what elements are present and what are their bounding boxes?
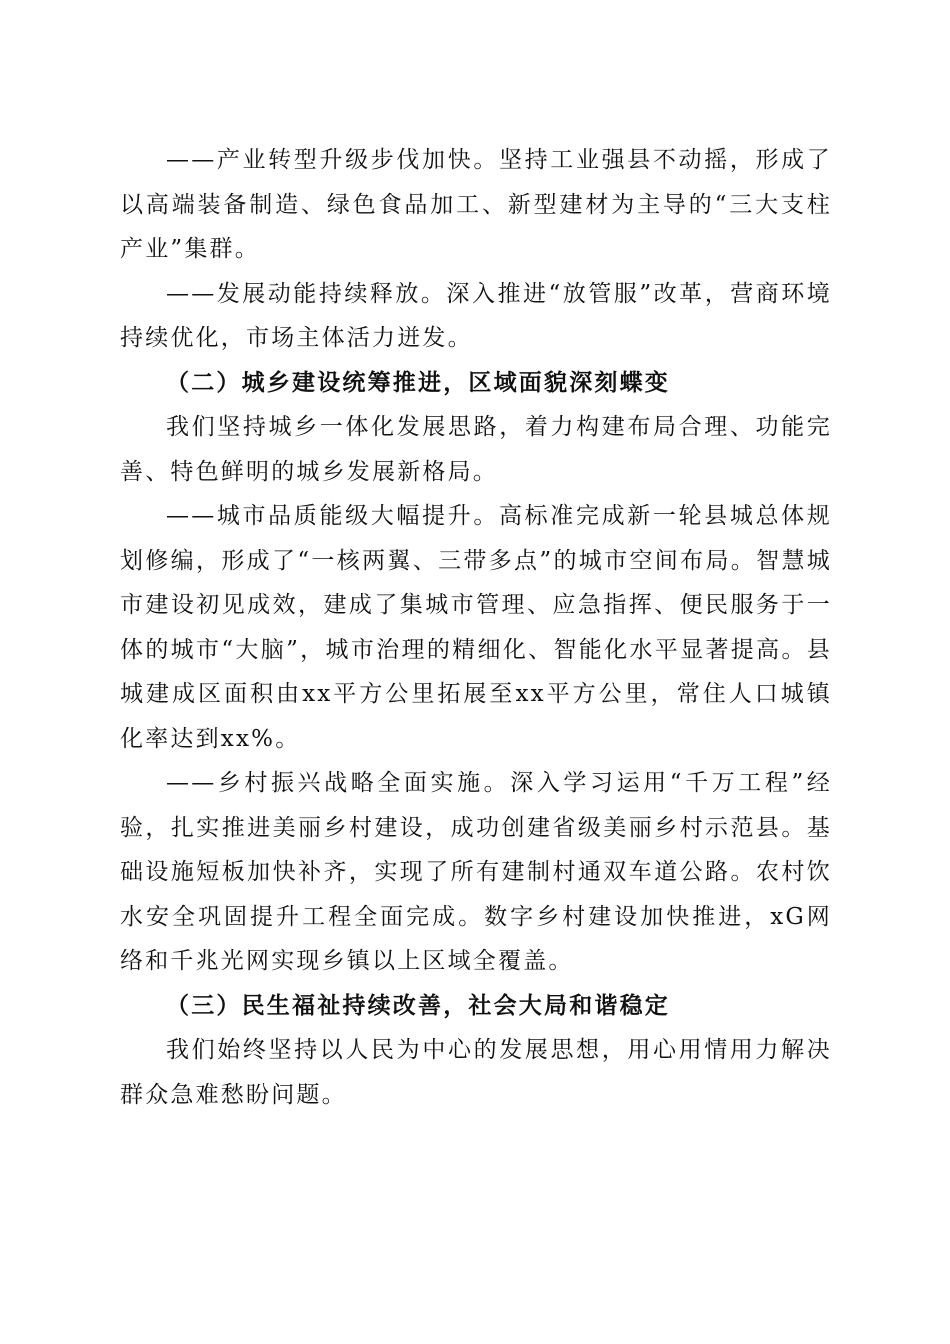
- paragraph-livelihood-intro: 我们始终坚持以人民为中心的发展思想，用心用情用力解决群众急难愁盼问题。: [120, 1037, 832, 1108]
- section-heading-urban-rural: （二）城乡建设统筹推进，区域面貌深刻蝶变: [166, 368, 670, 396]
- section-heading-livelihood: （三）民生福祉持续改善，社会大局和谐稳定: [166, 991, 670, 1019]
- paragraph-urban-rural-intro: 我们坚持城乡一体化发展思路，着力构建布局合理、功能完善、特色鲜明的城乡发展新格局。: [120, 414, 832, 485]
- document-body: [120, 138, 832, 1117]
- paragraph-rural-revitalization: ——乡村振兴战略全面实施。深入学习运用“千万工程”经验，扎实推进美丽乡村建设，成功创建省级美丽乡村示范县。基础设施短板加快补齐，实现了所有建制村通双车道公路。农村饮水安全巩固提升工程全面完成。数字乡村建设加快推进，xG网络和千兆光网实现乡镇以上区域全覆盖。: [120, 770, 832, 974]
- paragraph-city-quality: ——城市品质能级大幅提升。高标准完成新一轮县城总体规划修编，形成了“一核两翼、三带多点”的城市空间布局。智慧城市建设初见成效，建成了集城市管理、应急指挥、便民服务于一体的城市“大脑”，城市治理的精细化、智能化水平显著提高。县城建成区面积由xx平方公里拓展至xx平方公里，常住人口城镇化率达到xx%。: [120, 503, 832, 752]
- paragraph-development-momentum: ——发展动能持续释放。深入推进“放管服”改革，营商环境持续优化，市场主体活力迸发。: [120, 280, 832, 351]
- paragraph-industry-transformation: ——产业转型升级步伐加快。坚持工业强县不动摇，形成了以高端装备制造、绿色食品加工、新型建材为主导的“三大支柱产业”集群。: [120, 147, 832, 262]
